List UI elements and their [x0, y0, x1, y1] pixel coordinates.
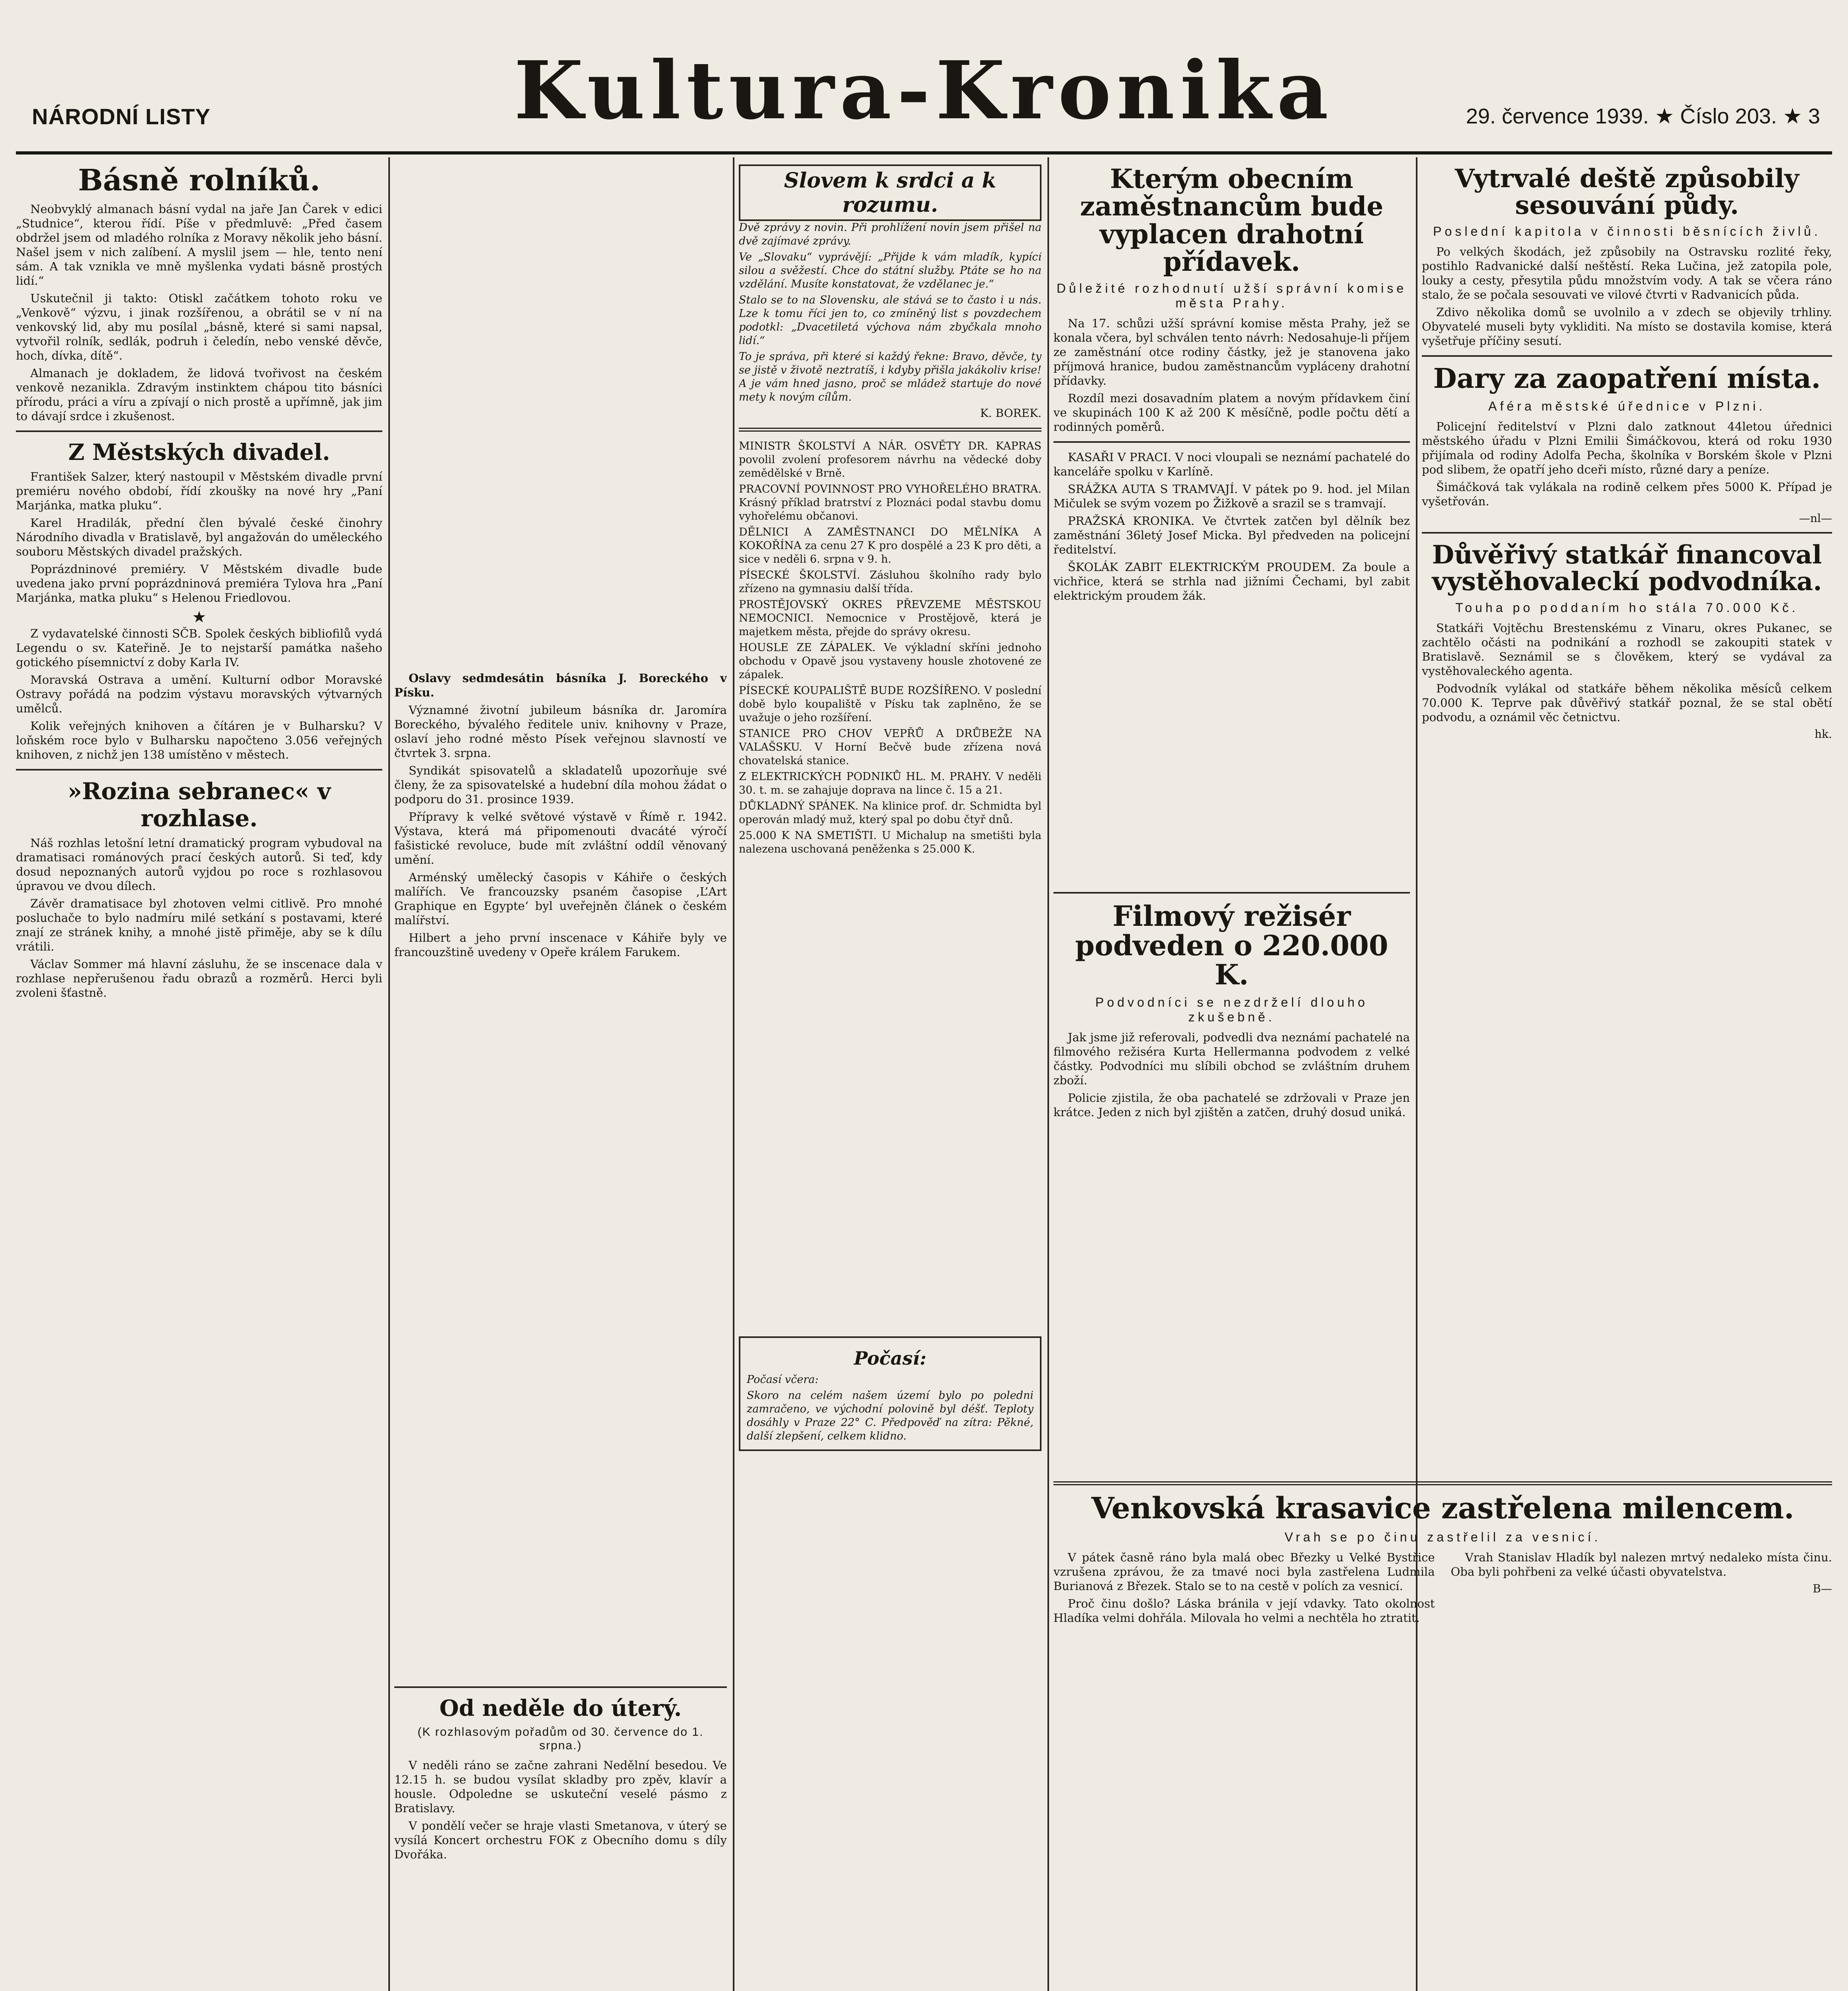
- headline-divadel: Z Městských divadel.: [68, 439, 330, 465]
- krasavice-p2: Proč činu došlo? Láska bránila v její vdavky. Tato okolnost Hladíka velmi dohřála. Milovala ho velmi a nechtěla ho ztratit.: [1053, 1596, 1435, 1625]
- paper-name: NÁRODNÍ LISTY: [32, 104, 211, 129]
- divadel-p1: František Salzer, který nastoupil v Městském divadle první premiéru nového období, řídí zkoušky na nové hry „Paní Marjánka, matka pluku“.: [16, 469, 382, 512]
- headline-slovem: Slovem k srdci a k rozumu.: [739, 164, 1041, 221]
- borecky-p4: Arménský umělecký časopis v Káhiře o českých malířích. Ve francouzsky psaném časopise ‚L’Art Graphique en Egypte‘ byl uveřejněn článek o českém malířství.: [394, 870, 727, 927]
- headline-statkar: Důvěřivý statkář financoval vystěhovaleckí podvodníka.: [1432, 540, 1822, 597]
- slovem-p1: Dvě zprávy z novin. Při prohlížení novin jsem přišel na dvě zajímavé zprávy.: [739, 221, 1041, 247]
- slovem-p2: Ve „Slovaku“ vyprávějí: „Přijde k vám mladík, kypící silou a svěžestí. Chce do státní služby. Ptáte se ho na vzdělání. Musíte konstatovat, že vzdělanec je.“: [739, 251, 1041, 290]
- rozina-p1: Náš rozhlas letošní letní dramatický program vybudoval na dramatisaci románových prací českých autorů. Si teď, kdy dosud nepoznaných autorů vyjdou po roce s rozhlasovou úpravou ve dvou dílech.: [16, 836, 382, 893]
- basne-p1: Neobvyklý almanach básní vydal na jaře Jan Čarek v edici „Studnice“, kterou řídí. Píše v předmluvě: „Před časem obdržel jsem od mladého rolníka z Moravy několik jeho básní. Našel jsem v nich zalíbení. A myslil jsem — hle, tento není sám. A tak vznikla ve mně myšlenka vydati básně prostých lidí.“: [16, 202, 382, 288]
- basne-p3: Almanach je dokladem, že lidová tvořivost na českém venkově nezanikla. Zdravým instinktem chápou tito básníci přírodu, práci a víru a zpívají o nich prostě a upřímně, jak jim to dávají srdce i zkušenost.: [16, 366, 382, 423]
- weather-text: Skoro na celém našem území bylo po poledni zamračeno, ve východní polovině byl déšť. Teploty dosáhly v Praze 22° C. Předpověď na zítra: Pěkné, další zlepšení, celkem klidno.: [747, 1389, 1034, 1442]
- krasavice-p3: Vrah Stanislav Hladík byl nalezen mrtvý nedaleko místa činu. Oba byli pohřbeni za velké účasti obyvatelstva.: [1451, 1550, 1832, 1578]
- headline-vytrvale: Vytrvalé deště způsobily sesouvání půdy.: [1455, 164, 1799, 221]
- krasavice-p1: V pátek časně ráno byla malá obec Březky u Velké Bystřice vzrušena zprávou, že za tmavé noci byla zastřelena Ludmila Burianová z Březek. Stalo se to na cestě v polích za vesnicí.: [1053, 1550, 1435, 1593]
- divadel-p6: Kolik veřejných knihoven a čítáren je v Bulharsku? V loňském roce bylo v Bulharsku napočteno 3.056 veřejných knihoven, z nichž jen 138 umístěno v městech.: [16, 719, 382, 761]
- vytrvale-p2: Zdivo několika domů se uvolnilo a v zdech se objevily trhliny. Obyvatelé museli byty vykliditi. Na místo se dostavila komise, která vyšetřuje příčiny sesutí.: [1422, 305, 1832, 348]
- kronika-1: MINISTR ŠKOLSTVÍ A NÁR. OSVĚTY DR. KAPRAS povolil zvolení profesorem návrhu na vědecké doby zemědělské v Brně.: [739, 440, 1041, 479]
- rozina-p2: Závěr dramatisace byl zhotoven velmi citlivě. Pro mnohé posluchače to bylo nadmíru milé setkání s postavami, které znají ze stránek knihy, a mnohé jistě přiměje, aby se k dílu vrátili.: [16, 896, 382, 953]
- rezisser-p2: Policie zjistila, že oba pachatelé se zdržovali v Praze jen krátce. Jeden z nich byl zjištěn a zatčen, druhý dosud uniká.: [1053, 1091, 1410, 1119]
- column-2: [394, 157, 727, 1991]
- kronika-14: PRAŽSKÁ KRONIKA. Ve čtvrtek zatčen byl dělník bez zaměstnání 36letý Josef Micka. Byl předveden na policejní ředitelství.: [1053, 514, 1410, 557]
- borecky-p3: Přípravy k velké světové výstavě v Římě r. 1942. Výstava, která má připomenouti dvacáté výročí fašistické revoluce, bude mít zvláštní oddíl věnovaný umění.: [394, 810, 727, 866]
- rozina-p3: Václav Sommer má hlavní zásluhu, že se inscenace dala v rozhlase nepřerušenou řadu obrazů a rozměrů. Herci byli zvoleni šťastně.: [16, 957, 382, 999]
- headline-rezisser: Filmový režisér podveden o 220.000 K.: [1075, 900, 1388, 992]
- divadel-p3: Poprázdninové premiéry. V Městském divadle bude uvedena jako první poprázdninová premiéra Tylova hra „Paní Marjánka, matka pluku“ s Helenou Friedlovou.: [16, 562, 382, 604]
- borecky-p1: Významné životní jubileum básníka dr. Jaromíra Boreckého, bývalého ředitele univ. knihovny v Praze, oslaví jeho rodné město Písek veřejnou slavností ve čtvrtek 3. srpna.: [394, 703, 727, 760]
- dary-p1: Policejní ředitelství v Plzni dalo zatknout 44letou úřednici městského úřadu v Plzni Emilii Šimáčkovou, která od roku 1930 přijímala od rodiny Adolfa Pecha, školníka v Borském škole v Plzni pod slibem, že opatří jeho dceři místo, různé dary a peníze.: [1422, 419, 1832, 476]
- krasavice-block: [1053, 1473, 1832, 1991]
- divadel-p2: Karel Hradilák, přední člen bývalé české činohry Národního divadla v Bratislavě, byl angažován do uměleckého souboru Městských divadel pražských.: [16, 516, 382, 558]
- statkar-p2: Podvodník vylákal od statkáře během několika měsíců celkem 70.000 K. Teprve pak důvěřivý statkář poznal, že se stal obětí podvodu, a oznámil věc četnictvu.: [1422, 682, 1832, 724]
- dary-p2: Šimáčková tak vylákala na rodině celkem přes 5000 K. Případ je vyšetřován.: [1422, 480, 1832, 508]
- obecni-p2: Rozdíl mezi dosavadním platem a novým přídavkem činí ve skupinách 100 K až 200 K měsíčně, podle počtu dětí a rodinných poměrů.: [1053, 391, 1410, 434]
- kronika-9: Z ELEKTRICKÝCH PODNIKŮ HL. M. PRAHY. V neděli 30. t. m. se zahajuje doprava na lince č. 15 a 21.: [739, 771, 1041, 796]
- weather-sub: Počasí včera:: [747, 1373, 819, 1386]
- dary-signature: —nl—: [1799, 511, 1832, 525]
- kronika-2: PRACOVNÍ POVINNOST PRO VYHOŘELÉHO BRATRA. Krásný příklad bratrství z Ploznáci podal stavbu domu vyhořelému občanovi.: [739, 483, 1041, 522]
- rezisser-sub: Podvodníci se nezdrželí dlouho zkušebně.: [1095, 995, 1368, 1024]
- borecky-p5: Hilbert a jeho první inscenace v Káhiře byly ve francouzštině uvedeny v Opeře králem Farukem.: [394, 931, 727, 959]
- kronika-15: ŠKOLÁK ZABIT ELEKTRICKÝM PROUDEM. Za boule a vichřice, která se strhla nad jižními Čechami, byl zabit elektrickým proudem žák.: [1053, 560, 1410, 603]
- rule: [1053, 441, 1410, 443]
- vytrvale-p1: Po velkých škodách, jež způsobily na Ostravsku rozlité řeky, postihlo Radvanické další neštěstí. Reka Lučina, jež zatopila pole, louky a cesty, přesytila půdu množstvím vody. A tak se včera ráno stalo, že se počala sesouvati ve vilové čtvrti v Radvanicích půda.: [1422, 245, 1832, 302]
- statkar-signature: hk.: [1815, 728, 1832, 741]
- headline-krasavice: Venkovská krasavice zastřelena milencem.: [1091, 1491, 1794, 1526]
- kronika-4: PÍSECKÉ ŠKOLSTVÍ. Zásluhou školního rady bylo zřízeno na gymnasiu další třída.: [739, 569, 1041, 595]
- nedele-p1: V neděli ráno se začne zahrani Nedělní besedou. Ve 12.15 h. se budou vysílat skladby pro zpěv, klavír a housle. Odpoledne se uskuteční veselé pásmo z Bratislavy.: [394, 1758, 727, 1815]
- obecni-p1: Na 17. schůzi užší správní komise města Prahy, jež se konala včera, byl schválen tento návrh: Nedosahuje-li příjem ze zaměstnání otce rodiny částky, jež je stanovena jako příjmová hranice, budou zaměstnancům vypláceny drahotní přídavky.: [1053, 317, 1410, 388]
- borecky-title: Oslavy sedmdesátin básníka J. Boreckého v Písku.: [394, 671, 727, 699]
- slovem-p4: To je správa, při které si každý řekne: Bravo, děvče, ty se jistě v životě neztratíš, i kdyby přišla jakákoliv krise! A je vám hned jasno, proč se mládež startuje do nové mety k novým cílům.: [739, 350, 1041, 403]
- kronika-6: HOUSLE ZE ZÁPALEK. Ve výkladní skříni jednoho obchodu v Opavě jsou vystaveny housle zhotovené ze zápalek.: [739, 642, 1041, 681]
- weather-box: [739, 1336, 1041, 1451]
- kronika-13: SRÁŽKA AUTA S TRAMVAJÍ. V pátek po 9. hod. jel Milan Mičulek se svým vozem po Žižkově a srazil se s tramvají.: [1053, 482, 1410, 510]
- basne-p2: Uskutečnil ji takto: Otiskl začátkem tohoto roku ve „Venkově“ výzvu, i jinak rozšířenou, a obrátil se v ní na venkovský lid, aby mu posílal „básně, které si sami napsal, vytvořil rolník, sedlák, podruh i čeledín, nebo venské děvče, hoch, dívka, dítě“.: [16, 291, 382, 362]
- column-5: [1422, 157, 1832, 1471]
- divadel-p5: Moravská Ostrava a umění. Kulturní odbor Moravské Ostravy pořádá na podzim výstavu moravských výtvarných umělců.: [16, 673, 382, 715]
- slovem-signature: K. BOREK.: [980, 407, 1041, 420]
- nedele-p2: V pondělí večer se hraje vlasti Smetanova, v úterý se vysílá Koncert orchestru FOK z Obecního domu s díly Dvořáka.: [394, 1819, 727, 1861]
- column-1: [16, 157, 382, 1991]
- rule: [16, 430, 382, 432]
- rule: [1422, 355, 1832, 357]
- column-divider: [733, 157, 734, 1991]
- slovem-p3: Stalo se to na Slovensku, ale stává se to často i u nás. Lze k tomu říci jen to, co zmíněný list s povzdechem podotkl: „Dvacetiletá výchova nám zbyčkala mnoho lidí.“: [739, 294, 1041, 347]
- column-divider: [388, 157, 390, 1991]
- kronika-7: PÍSECKÉ KOUPALIŠTĚ BUDE ROZŠÍŘENO. V poslední době bylo koupaliště v Písku tak zaplněno, že se uvažuje o jeho rozšíření.: [739, 685, 1041, 724]
- headline-rozina: »Rozina sebranec« v rozhlase.: [67, 777, 331, 832]
- headline-basne: Básně rolníků.: [78, 163, 320, 198]
- rule: [1053, 1481, 1832, 1485]
- rule: [394, 1686, 727, 1688]
- borecky-p2: Syndikát spisovatelů a skladatelů upozorňuje své členy, že za spisovatelské a hudební díla mohou žádat o podporu do 31. prosince 1939.: [394, 764, 727, 806]
- headline-obecni: Kterým obecním zaměstnancům bude vyplacen drahotní přídavek.: [1080, 163, 1384, 277]
- kronika-8: STANICE PRO CHOV VEPŘŮ A DRŮBEŽE NA VALAŠSKU. V Horní Bečvě bude zřízena nová chovatelská stanice.: [739, 728, 1041, 767]
- dary-sub: Aféra městské úřednice v Plzni.: [1488, 399, 1766, 413]
- kronika-11: 25.000 K NA SMETIŠTI. U Michalup na smetišti byla nalezena uschovaná peněženka s 25.000 K.: [739, 829, 1041, 855]
- column-3: [739, 157, 1041, 1991]
- krasavice-signature: B—: [1813, 1582, 1832, 1595]
- statkar-sub: Touha po poddaním ho stála 70.000 Kč.: [1455, 600, 1799, 615]
- obecni-sub: Důležité rozhodnutí užší správní komise města Prahy.: [1056, 281, 1407, 311]
- headline-dary: Dary za zaopatření místa.: [1433, 363, 1821, 395]
- rule: [1422, 532, 1832, 534]
- column-divider: [1047, 157, 1049, 1991]
- vytrvale-sub: Poslední kapitola v činnosti běsnících živlů.: [1433, 224, 1821, 239]
- separator-star: ★: [192, 608, 206, 626]
- headline-nedele: Od neděle do úterý.: [439, 1695, 682, 1721]
- statkar-p1: Statkáři Vojtěchu Brestenskému z Vinaru, okres Pukanec, se zachtělo očásti na podnikání a rozhodl se zakoupiti statek v Bratislavě. Seznámil se s člověkem, který se vydával za vystěhovaleckého agenta.: [1422, 621, 1832, 678]
- krasavice-sub: Vrah se po činu zastřelil za vesnicí.: [1284, 1529, 1601, 1544]
- rule: [739, 428, 1041, 432]
- rule: [1053, 892, 1410, 894]
- nedele-sub: (K rozhlasovým pořadům od 30. července do 1. srpna.): [417, 1725, 704, 1752]
- rule: [16, 769, 382, 771]
- weather-title: Počasí:: [854, 1348, 927, 1369]
- masthead: [16, 36, 1832, 143]
- kronika-12: KASAŘI V PRACI. V noci vloupali se neznámí pachatelé do kanceláře spolku v Karlíně.: [1053, 450, 1410, 479]
- divadel-p4: Z vydavatelské činnosti SČB. Spolek českých bibliofilů vydá Legendu o sv. Kateřině. Je to nejstarší památka našeho gotického písemnictví z doby Karla IV.: [16, 626, 382, 669]
- issue-info: 29. července 1939. ★ Číslo 203. ★ 3: [1466, 104, 1820, 128]
- kronika-3: DĚLNICI A ZAMĚSTNANCI DO MĚLNÍKA A KOKOŘÍNA za cenu 27 K pro dospělé a 23 K pro děti, a sice v neděli 6. srpna v 9. h.: [739, 526, 1041, 565]
- kronika-5: PROSTĚJOVSKÝ OKRES PŘEVZEME MĚSTSKOU NEMOCNICI. Nemocnice v Prostějově, která je majetkem města, přejde do správy okresu.: [739, 598, 1041, 638]
- rezisser-p1: Jak jsme již referovali, podvedli dva neznámí pachatelé na filmového režiséra Kurta Hellermanna podvodem z velké částky. Podvodníci mu slíbili obchod se zvláštním druhem zboží.: [1053, 1030, 1410, 1087]
- kronika-10: DŮKLADNÝ SPÁNEK. Na klinice prof. dr. Schmidta byl operován mladý muž, který spal po dobu čtyř dnů.: [739, 800, 1041, 826]
- masthead-rule: [16, 151, 1832, 155]
- section-title: Kultura-Kronika: [514, 44, 1334, 137]
